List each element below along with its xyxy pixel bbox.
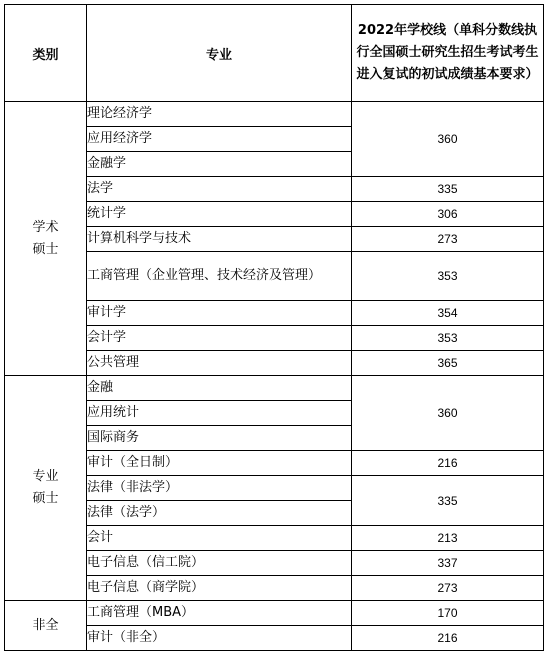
major-cell: 统计学 [87, 202, 352, 227]
score-cell: 353 [352, 252, 544, 301]
header-score: 2022年学校线（单科分数线执行全国硕士研究生招生考试考生进入复试的初试成绩基本要求） [352, 5, 544, 102]
score-cell: 354 [352, 301, 544, 326]
score-cell: 335 [352, 177, 544, 202]
score-cell: 353 [352, 326, 544, 351]
category-academic: 学术 硕士 [5, 102, 87, 376]
major-cell: 国际商务 [87, 426, 352, 451]
score-cell: 337 [352, 551, 544, 576]
score-cell: 170 [352, 601, 544, 626]
major-cell: 工商管理（MBA） [87, 601, 352, 626]
header-major: 专业 [87, 5, 352, 102]
major-cell: 公共管理 [87, 351, 352, 376]
major-cell: 金融 [87, 376, 352, 401]
major-cell: 法学 [87, 177, 352, 202]
score-cell: 216 [352, 451, 544, 476]
table-row [5, 102, 544, 127]
major-cell: 会计学 [87, 326, 352, 351]
category-part-time: 非全 [5, 601, 87, 651]
table-row [5, 601, 544, 626]
major-cell: 应用统计 [87, 401, 352, 426]
major-cell: 金融学 [87, 152, 352, 177]
header-category: 类别 [5, 5, 87, 102]
major-cell: 法律（法学） [87, 501, 352, 526]
major-cell: 理论经济学 [87, 102, 352, 127]
score-cell: 216 [352, 626, 544, 651]
major-cell: 电子信息（商学院） [87, 576, 352, 601]
major-cell: 审计学 [87, 301, 352, 326]
category-professional: 专业 硕士 [5, 376, 87, 601]
score-cell: 365 [352, 351, 544, 376]
major-cell: 应用经济学 [87, 127, 352, 152]
major-cell: 审计（全日制） [87, 451, 352, 476]
major-cell: 工商管理（企业管理、技术经济及管理） [87, 252, 352, 301]
major-cell: 会计 [87, 526, 352, 551]
score-cell: 213 [352, 526, 544, 551]
score-cell: 273 [352, 576, 544, 601]
header-row [5, 5, 544, 102]
major-cell: 电子信息（信工院） [87, 551, 352, 576]
table-row [5, 376, 544, 401]
major-cell: 法律（非法学） [87, 476, 352, 501]
major-cell: 计算机科学与技术 [87, 227, 352, 252]
score-cell: 360 [352, 376, 544, 451]
major-cell: 审计（非全） [87, 626, 352, 651]
admission-score-table [4, 4, 544, 651]
score-cell: 360 [352, 102, 544, 177]
score-cell: 306 [352, 202, 544, 227]
score-cell: 273 [352, 227, 544, 252]
score-cell: 335 [352, 476, 544, 526]
